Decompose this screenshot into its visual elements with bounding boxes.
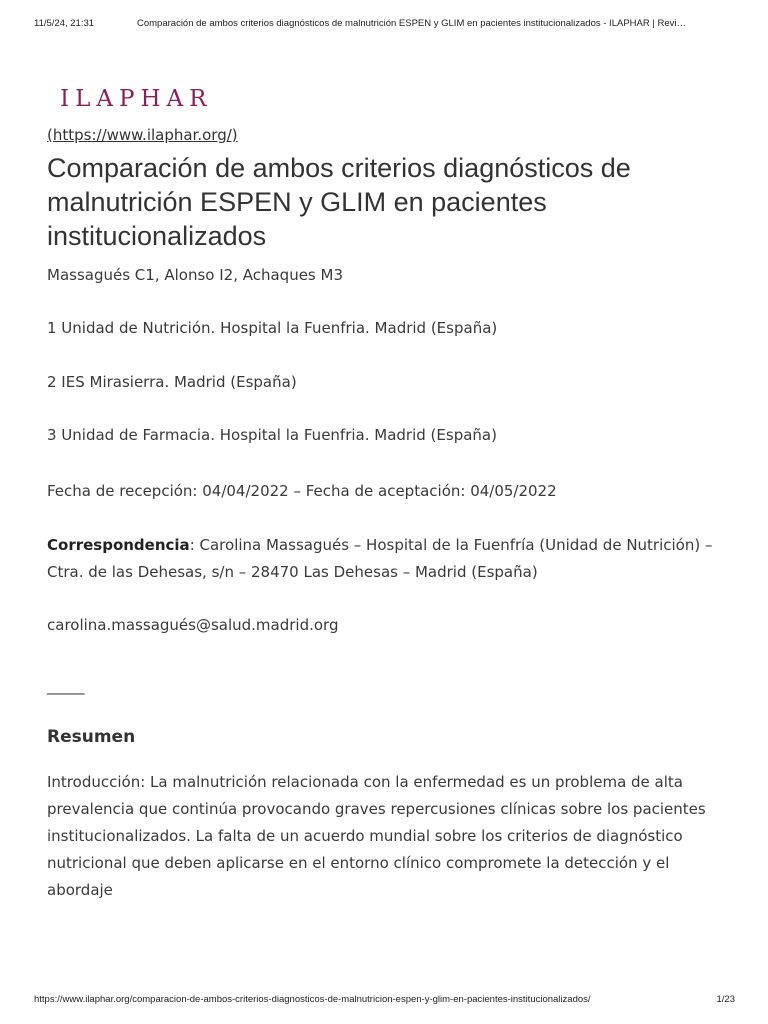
print-url: https://www.ilaphar.org/comparacion-de-ambos-criterios-diagnosticos-de-malnutricion-espen-y-glim-en-pacientes-institucionalizados/ — [34, 994, 591, 1005]
abstract-heading: Resumen — [47, 727, 136, 747]
affiliation-3: 3 Unidad de Farmacia. Hospital la Fuenfria. Madrid (España) — [47, 426, 497, 444]
abstract-intro: Introducción: La malnutrición relacionada con la enfermedad es un problema de alta prevalencia que continúa provocando graves repercusiones clínicas sobre los pacientes institucionalizados. La falta de un acuerdo mundial sobre los criterios de diagnóstico nutricional que deben aplicarse en el entorno clínico compromete la detección y el abordaje — [47, 773, 706, 899]
print-timestamp: 11/5/24, 21:31 — [34, 18, 95, 29]
print-page-title: Comparación de ambos criterios diagnósticos de malnutrición ESPEN y GLIM en pacientes institucionalizados - ILAPHAR | Revi… — [137, 18, 686, 29]
print-header — [0, 0, 768, 40]
home-link[interactable]: (https://www.ilaphar.org/) — [47, 126, 238, 144]
site-logo[interactable]: ILAPHAR — [60, 86, 213, 112]
page-number: 1/23 — [716, 994, 735, 1005]
correspondence-text: : Carolina Massagués – Hospital de la Fuenfría (Unidad de Nutrición) – Ctra. de las Dehesas, s/n – 28470 Las Dehesas – Madrid (España) — [47, 536, 713, 581]
correspondence — [47, 532, 737, 586]
affiliation-1: 1 Unidad de Nutrición. Hospital la Fuenfria. Madrid (España) — [47, 319, 498, 337]
section-divider: _____ — [47, 677, 85, 695]
article-title: Comparación de ambos criterios diagnósticos de malnutrición ESPEN y GLIM en pacientes institucionalizados — [47, 153, 631, 251]
contact-email[interactable]: carolina.massagués@salud.madrid.org — [47, 616, 339, 634]
print-footer — [0, 994, 768, 1014]
article-authors: Massagués C1, Alonso I2, Achaques M3 — [47, 266, 343, 284]
affiliation-2: 2 IES Mirasierra. Madrid (España) — [47, 373, 297, 391]
correspondence-label: Correspondencia — [47, 536, 190, 554]
article-dates: Fecha de recepción: 04/04/2022 – Fecha de aceptación: 04/05/2022 — [47, 482, 557, 500]
